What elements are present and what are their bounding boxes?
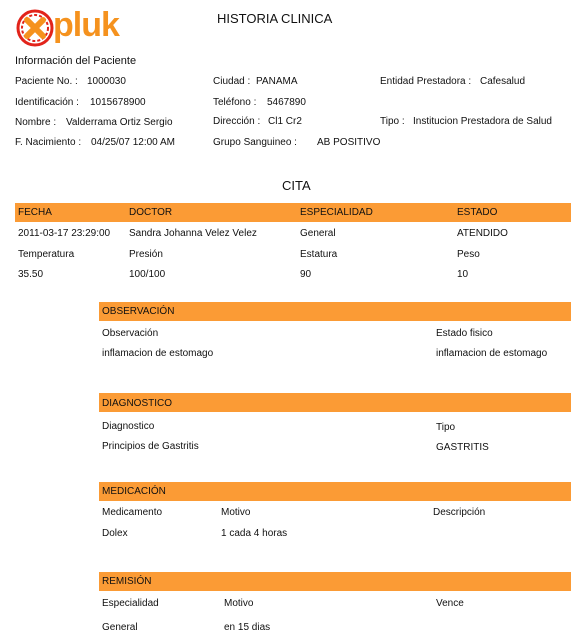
diagnostico-value: Principios de Gastritis <box>102 441 199 452</box>
cita-title: CITA <box>282 178 311 193</box>
medicacion-motivo-value: 1 cada 4 horas <box>221 528 288 539</box>
cita-header-especialidad: ESPECIALIDAD <box>300 207 373 218</box>
cita-header-fecha: FECHA <box>18 207 52 218</box>
blood-group-label: Grupo Sanguineo : <box>213 137 297 148</box>
address-value: Cl1 Cr2 <box>268 116 302 127</box>
blood-group-value: AB POSITIVO <box>317 137 381 148</box>
patient-no-label: Paciente No. : <box>15 76 78 87</box>
vital-temperatura-value: 35.50 <box>18 269 44 280</box>
vital-estatura-value: 90 <box>300 269 312 280</box>
patient-id-value: 1015678900 <box>90 97 146 108</box>
cita-header-bar <box>15 203 571 222</box>
xpluk-logo-icon <box>15 8 55 48</box>
observacion-header-bar <box>99 302 571 321</box>
diagnostico-tipo-label: Tipo <box>436 422 456 433</box>
cita-especialidad-value: General <box>300 228 336 239</box>
page-title: HISTORIA CLINICA <box>217 11 333 26</box>
patient-name-label: Nombre : <box>15 117 57 128</box>
observacion-value: inflamacion de estomago <box>102 348 214 359</box>
medicacion-title: MEDICACIÓN <box>102 486 166 497</box>
cita-fecha-value: 2011-03-17 23:29:00 <box>18 228 111 239</box>
address-label: Dirección : <box>213 116 261 127</box>
remision-especialidad-value: General <box>102 622 138 633</box>
remision-vence-label: Vence <box>436 598 464 609</box>
city-label: Ciudad : <box>213 76 251 87</box>
remision-header-bar <box>99 572 571 591</box>
remision-especialidad-label: Especialidad <box>102 598 159 609</box>
patient-birth-label: F. Nacimiento : <box>15 137 82 148</box>
vital-temperatura-label: Temperatura <box>18 249 75 260</box>
remision-title: REMISIÓN <box>102 576 152 587</box>
patient-birth-value: 04/25/07 12:00 AM <box>91 137 175 148</box>
patient-name-value: Valderrama Ortiz Sergio <box>66 117 173 128</box>
cita-doctor-value: Sandra Johanna Velez Velez <box>129 228 257 239</box>
xpluk-logo <box>15 8 127 52</box>
remision-motivo-value: en 15 dias <box>224 622 271 633</box>
diagnostico-title: DIAGNOSTICO <box>102 398 173 409</box>
type-label: Tipo : <box>380 116 405 127</box>
patient-no-value: 1000030 <box>87 76 126 87</box>
diagnostico-header-bar <box>99 393 571 412</box>
phone-value: 5467890 <box>267 97 306 108</box>
cita-header-estado: ESTADO <box>457 207 498 218</box>
phone-label: Teléfono : <box>213 97 257 108</box>
entity-value: Cafesalud <box>480 76 526 87</box>
vital-estatura-label: Estatura <box>300 249 338 260</box>
medicacion-descripcion-label: Descripción <box>433 507 486 518</box>
medicamento-value: Dolex <box>102 528 128 539</box>
medicacion-header-bar <box>99 482 571 501</box>
city-value: PANAMA <box>256 76 298 87</box>
vital-presion-value: 100/100 <box>129 269 166 280</box>
remision-motivo-label: Motivo <box>224 598 254 609</box>
estado-fisico-value: inflamacion de estomago <box>436 348 548 359</box>
patient-info-title: Información del Paciente <box>15 55 137 67</box>
logo-wordmark: pluk <box>53 6 119 44</box>
type-value: Institucion Prestadora de Salud <box>413 116 552 127</box>
medicamento-label: Medicamento <box>102 507 163 518</box>
cita-header-doctor: DOCTOR <box>129 207 173 218</box>
observacion-label: Observación <box>102 328 159 339</box>
vital-peso-value: 10 <box>457 269 469 280</box>
cita-estado-value: ATENDIDO <box>457 228 508 239</box>
patient-id-label: Identificación : <box>15 97 79 108</box>
vital-peso-label: Peso <box>457 249 480 260</box>
medicacion-motivo-label: Motivo <box>221 507 251 518</box>
diagnostico-label: Diagnostico <box>102 421 155 432</box>
vital-presion-label: Presión <box>129 249 163 260</box>
observacion-title: OBSERVACIÓN <box>102 306 175 317</box>
diagnostico-tipo-value: GASTRITIS <box>436 442 489 453</box>
entity-label: Entidad Prestadora : <box>380 76 472 87</box>
estado-fisico-label: Estado fisico <box>436 328 493 339</box>
